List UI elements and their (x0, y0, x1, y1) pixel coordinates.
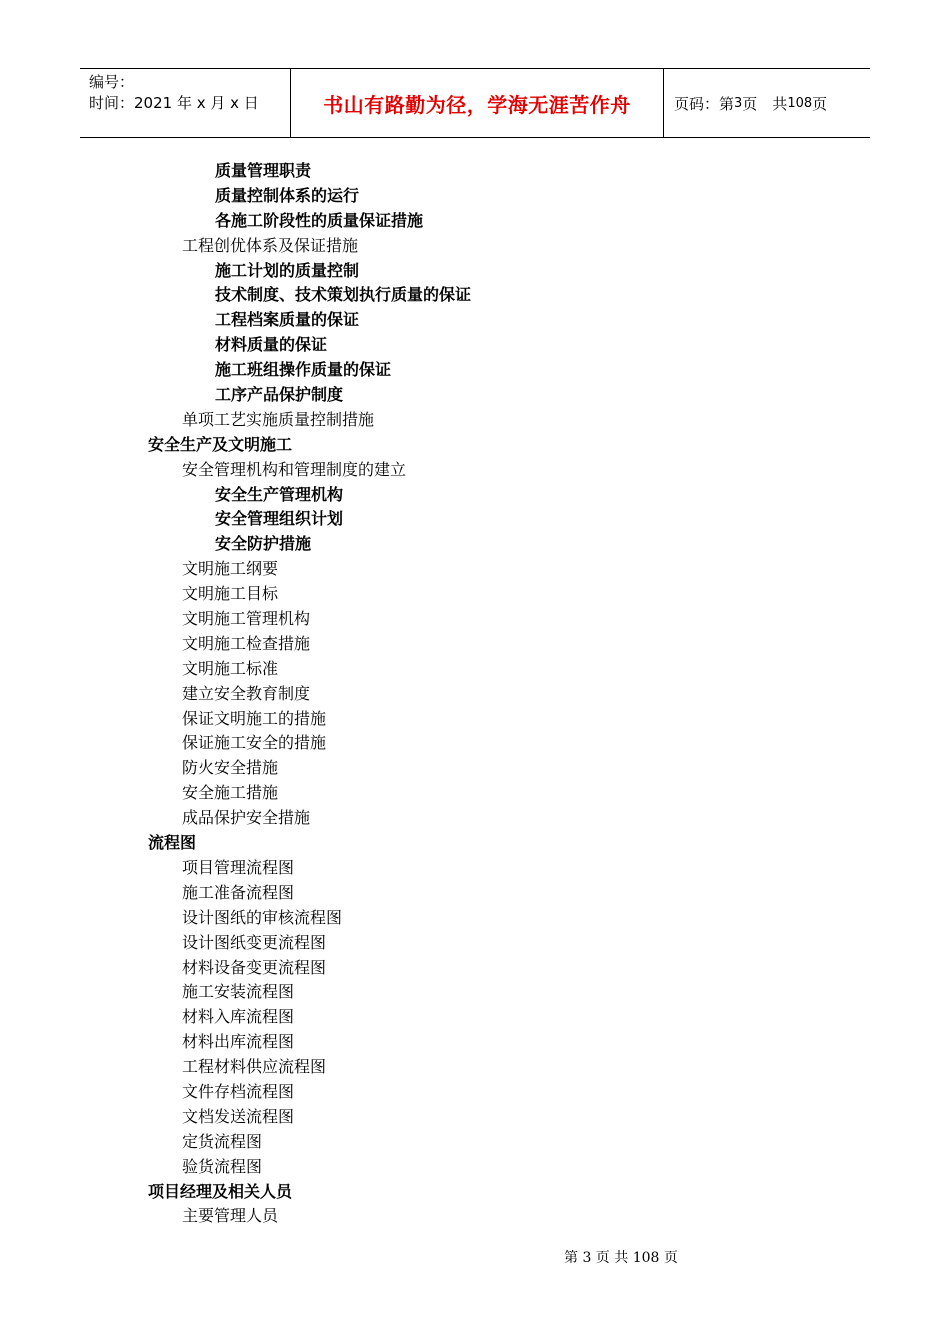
toc-entry-level-2[interactable]: 设计图纸的审核流程图 (182, 907, 343, 927)
page-current: 3 (734, 95, 743, 111)
toc-entry-level-2[interactable]: 文明施工纲要 (182, 559, 279, 579)
toc-entry-level-2[interactable]: 项目管理流程图 (182, 857, 295, 877)
table-of-contents (0, 159, 950, 1229)
toc-entry-level-2[interactable]: 安全施工措施 (182, 783, 279, 803)
header-meta (80, 69, 291, 137)
toc-entry-level-2[interactable]: 验货流程图 (182, 1156, 263, 1176)
toc-entry-level-3[interactable]: 质量控制体系的运行 (215, 185, 360, 205)
toc-entry-level-2[interactable]: 成品保护安全措施 (182, 808, 311, 828)
toc-entry-level-2[interactable]: 安全管理机构和管理制度的建立 (182, 459, 407, 479)
toc-entry-level-2[interactable]: 文明施工目标 (182, 584, 279, 604)
toc-entry-level-2[interactable]: 主要管理人员 (182, 1206, 279, 1226)
page-mid-label: 页 共 (742, 94, 788, 113)
toc-entry-level-2[interactable]: 文档发送流程图 (182, 1106, 295, 1126)
toc-entry-level-2[interactable]: 工程材料供应流程图 (182, 1057, 327, 1077)
toc-entry-level-2[interactable]: 施工准备流程图 (182, 882, 295, 902)
toc-entry-level-2[interactable]: 文明施工检查措施 (182, 633, 311, 653)
toc-entry-level-3[interactable]: 技术制度、技术策划执行质量的保证 (215, 285, 472, 305)
toc-entry-level-2[interactable]: 建立安全教育制度 (182, 683, 311, 703)
toc-entry-level-3[interactable]: 施工班组操作质量的保证 (215, 360, 392, 380)
toc-entry-level-2[interactable]: 材料入库流程图 (182, 1007, 295, 1027)
toc-entry-level-3[interactable]: 安全管理组织计划 (215, 509, 344, 529)
toc-entry-level-3[interactable]: 施工计划的质量控制 (215, 260, 360, 280)
header-motto: 书山有路勤为径，学海无涯苦作舟 (291, 69, 664, 137)
toc-entry-level-3[interactable]: 材料质量的保证 (215, 335, 328, 355)
toc-entry-level-2[interactable]: 保证文明施工的措施 (182, 708, 327, 728)
page-header (80, 68, 870, 138)
toc-entry-level-3[interactable]: 工程档案质量的保证 (215, 310, 360, 330)
toc-entry-level-2[interactable]: 文件存档流程图 (182, 1081, 295, 1101)
toc-entry-level-1[interactable]: 安全生产及文明施工 (148, 434, 293, 454)
page-footer: 第 3 页 共 108 页 (564, 1250, 678, 1266)
toc-entry-level-3[interactable]: 安全防护措施 (215, 534, 312, 554)
toc-entry-level-2[interactable]: 材料出库流程图 (182, 1032, 295, 1052)
serial-label: 编号： (89, 73, 135, 91)
toc-entry-level-1[interactable]: 项目经理及相关人员 (148, 1181, 293, 1201)
toc-entry-level-2[interactable]: 设计图纸变更流程图 (182, 932, 327, 952)
toc-entry-level-2[interactable]: 防火安全措施 (182, 758, 279, 778)
toc-entry-level-2[interactable]: 材料设备变更流程图 (182, 957, 327, 977)
toc-entry-level-2[interactable]: 施工安装流程图 (182, 982, 295, 1002)
toc-entry-level-1[interactable]: 流程图 (148, 833, 197, 853)
toc-entry-level-3[interactable]: 质量管理职责 (215, 161, 312, 180)
header-page-info (664, 69, 870, 137)
toc-entry-level-3[interactable]: 工序产品保护制度 (215, 385, 344, 405)
time-label: 时间：2021 年 x 月 x 日 (89, 94, 259, 112)
page-total: 108 (787, 95, 813, 111)
toc-entry-level-2[interactable]: 保证施工安全的措施 (182, 733, 327, 753)
toc-entry-level-2[interactable]: 单项工艺实施质量控制措施 (182, 409, 375, 429)
toc-entry-level-2[interactable]: 文明施工管理机构 (182, 609, 311, 629)
toc-entry-level-2[interactable]: 文明施工标准 (182, 658, 279, 678)
toc-entry-level-3[interactable]: 安全生产管理机构 (215, 484, 344, 504)
toc-entry-level-2[interactable]: 定货流程图 (182, 1131, 263, 1151)
page-label: 页码：第 (674, 94, 735, 113)
toc-entry-level-3[interactable]: 各施工阶段性的质量保证措施 (215, 210, 424, 230)
page-end-label: 页 (812, 94, 828, 113)
toc-entry-level-2[interactable]: 工程创优体系及保证措施 (182, 235, 359, 255)
